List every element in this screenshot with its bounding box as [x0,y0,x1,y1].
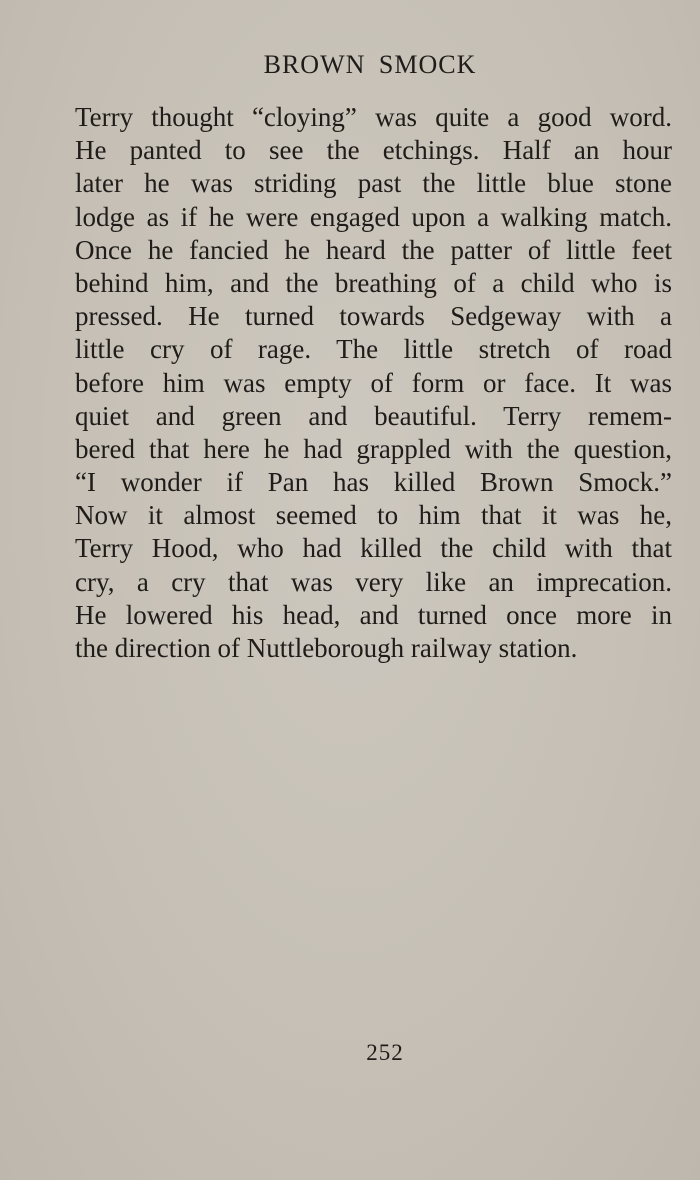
text-line: Once he fancied he heard the patter of little feet [75,234,672,265]
text-line: bered that here he had grappled with the question, [75,433,672,464]
text-line: quiet and green and beautiful. Terry remem- [75,400,672,431]
text-line: lodge as if he were engaged upon a walking match. [75,201,672,232]
text-line: He lowered his head, and turned once more in [75,599,672,630]
text-line: behind him, and the breathing of a child who is [75,267,672,298]
page-number: 252 [366,1040,404,1065]
text-line: Terry thought “cloying” was quite a good word. [75,102,672,132]
text-line: cry, a cry that was very like an imprecation. [75,566,672,597]
text-line: later he was striding past the little blue stone [75,168,672,199]
text-line: before him was empty of form or face. It was [75,367,672,398]
text-line: the direction of Nuttleborough railway station. [75,633,578,663]
text-line: pressed. He turned towards Sedgeway with a [75,301,672,332]
running-head: BROWN SMOCK [263,50,477,79]
text-line: He panted to see the etchings. Half an hour [75,135,672,166]
text-line: little cry of rage. The little stretch of road [75,334,672,365]
body-text [75,101,672,665]
text-line: “I wonder if Pan has killed Brown Smock.” [75,467,672,498]
text-line: Terry Hood, who had killed the child with that [75,533,672,564]
text-line: Now it almost seemed to him that it was he, [75,500,672,531]
